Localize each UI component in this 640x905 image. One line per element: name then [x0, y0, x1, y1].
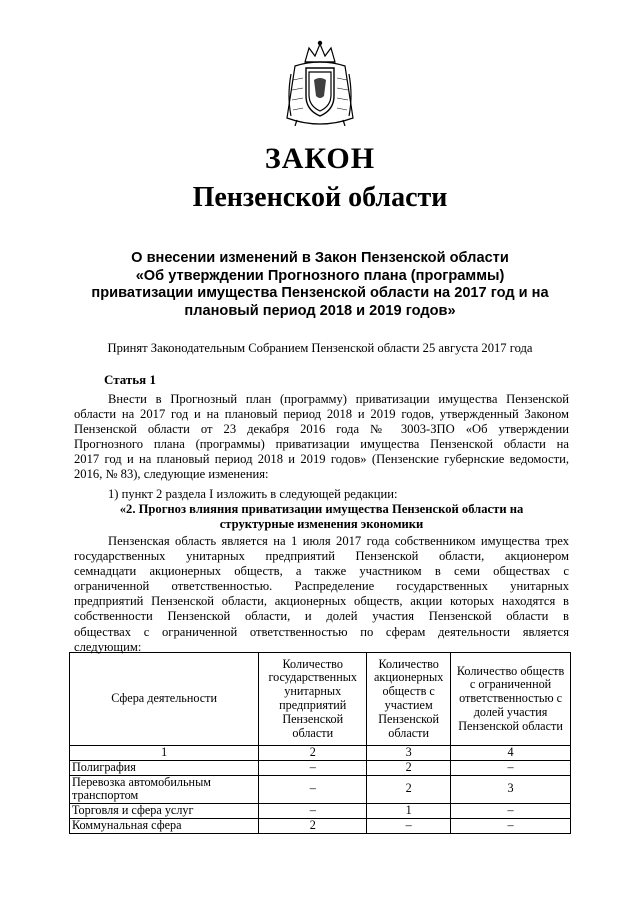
table-numbering-row [70, 746, 571, 761]
table-cell: Коммунальная сфера [70, 818, 259, 833]
column-header: Сфера деятельности [70, 653, 259, 746]
table-cell: Полиграфия [70, 760, 259, 775]
table-cell: Перевозка автомобильным транспортом [70, 775, 259, 804]
table-cell: – [367, 818, 451, 833]
table-row [70, 818, 571, 833]
table-cell: – [451, 818, 571, 833]
section-paragraph [74, 534, 569, 655]
paragraph-line: 2016, № 83), следующие изменения: [74, 467, 269, 482]
column-number: 1 [70, 746, 259, 761]
table-cell: 3 [451, 775, 571, 804]
penza-coat-of-arms-icon [283, 40, 357, 126]
table-cell: 2 [259, 818, 367, 833]
section-title-line: «2. Прогноз влияния приватизации имущества Пензенской области на [119, 502, 524, 516]
column-header: Количество государственных унитарных предприятий Пензенской области [259, 653, 367, 746]
paragraph-line: государственных унитарных предприятий Пензенской области, акционером [74, 549, 569, 564]
article-title: Статья 1 [104, 372, 156, 387]
list-item: 1) пункт 2 раздела I изложить в следующей редакции: [108, 487, 398, 501]
paragraph-line: обществах с ограниченной ответственностью по сферам деятельности является [74, 624, 569, 639]
section-title [74, 502, 569, 532]
table-cell: 2 [367, 775, 451, 804]
adoption-note: Принят Законодательным Собранием Пензенской области 25 августа 2017 года [107, 341, 533, 355]
paragraph-line: 2017 год и на плановый период 2018 и 2019 годов» (Пензенские губернские ведомости, [74, 452, 569, 467]
paragraph-line: ограниченной ответственностью. Распределение государственных унитарных [74, 579, 569, 594]
table-cell: – [451, 804, 571, 819]
paragraph-line: области на 2017 год и на плановый период 2018 и 2019 годов, утвержденный Законом [74, 407, 569, 422]
subject-line: «Об утверждении Прогнозного плана (программы) [135, 267, 505, 284]
column-header: Количество акционерных обществ с участием Пензенской области [367, 653, 451, 746]
subject-line: приватизации имущества Пензенской области на 2017 год и на [91, 285, 549, 301]
table-row [70, 804, 571, 819]
column-number: 4 [451, 746, 571, 761]
column-number: 2 [259, 746, 367, 761]
paragraph-line: Пензенской области от 23 декабря 2016 года № 3003-ЗПО «Об утверждении [74, 422, 569, 437]
article-paragraph [74, 392, 569, 483]
document-title: ЗАКОН [264, 142, 376, 175]
paragraph-line: следующим: [74, 639, 142, 654]
document-subtitle: Пензенской области [192, 182, 448, 213]
table-header-row [70, 653, 571, 746]
paragraph-line: Внести в Прогнозный план (программу) приватизации имущества Пензенской [108, 392, 569, 406]
paragraph-line: Пензенская область является на 1 июля 2017 года собственником имущества трех [108, 534, 569, 548]
law-subject-heading [60, 250, 580, 320]
table-row [70, 760, 571, 775]
column-number: 3 [367, 746, 451, 761]
paragraph-line: Прогнозного плана (программы) приватизации имущества Пензенской области на [74, 437, 569, 452]
table-row [70, 775, 571, 804]
paragraph-line: собственности Пензенской области, и долей участия Пензенской области в [74, 609, 569, 624]
table-cell: 1 [367, 804, 451, 819]
paragraph-line: семнадцати акционерных обществ, а также участником в семи обществах с [74, 564, 569, 579]
subject-line: плановый период 2018 и 2019 годов» [184, 302, 456, 319]
table-cell: 2 [367, 760, 451, 775]
column-header: Количество обществ с ограниченной ответственностью с долей участия Пензенской области [451, 653, 571, 746]
activity-distribution-table [69, 652, 571, 834]
table-cell: – [259, 775, 367, 804]
table-cell: – [451, 760, 571, 775]
section-title-line: структурные изменения экономики [219, 517, 424, 532]
table-cell: – [259, 760, 367, 775]
table-cell: Торговля и сфера услуг [70, 804, 259, 819]
paragraph-line: предприятий Пензенской области, акционерных обществ, акции которых находятся в [74, 594, 569, 609]
subject-line: О внесении изменений в Закон Пензенской области [131, 250, 509, 266]
table-cell: – [259, 804, 367, 819]
